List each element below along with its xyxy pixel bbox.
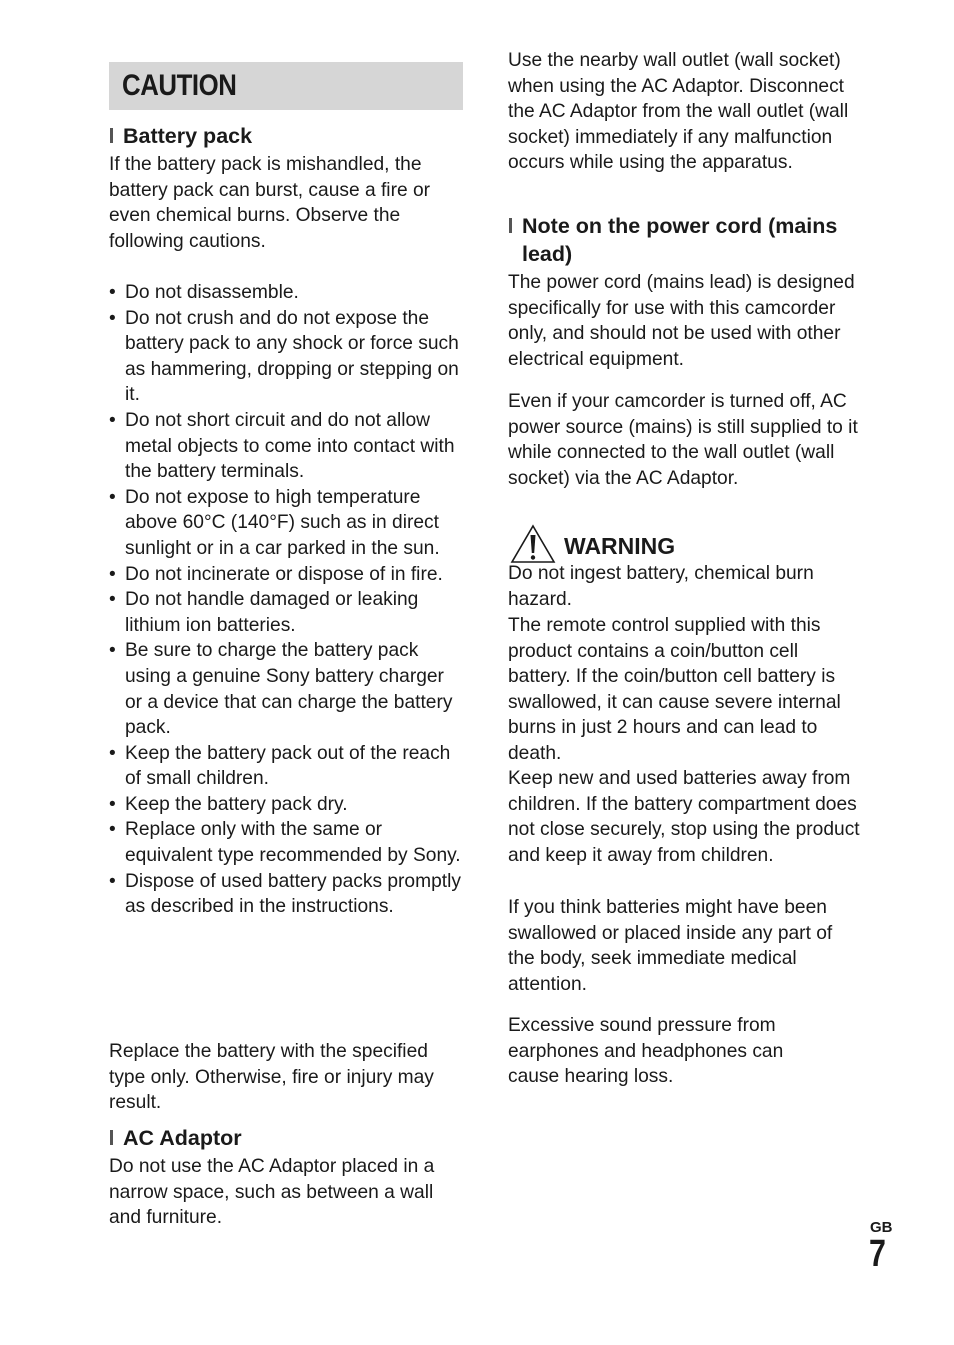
page-number: 7 (869, 1233, 886, 1275)
battery-pack-heading-text: Battery pack (123, 124, 253, 148)
list-item: • Do not incinerate or dispose of in fire. (109, 562, 463, 588)
warning-para2: The remote control supplied with this product contains a coin/button cell battery. If the coin/button cell battery is swallowed, it can cause severe internal burns in just 2 hours and can lead to death. (508, 615, 841, 764)
power-cord-heading-text: Note on the power cord (mains lead) (522, 214, 838, 266)
list-item: • Keep the battery pack dry. (109, 792, 463, 818)
list-item: • Replace only with the same or equivalent type recommended by Sony. (109, 817, 463, 868)
warning-para5: Excessive sound pressure from earphones and headphones can cause hearing loss. (508, 1015, 784, 1088)
list-item: • Do not expose to high temperature above 60°C (140°F) such as in direct sunlight or in a car parked in the sun. (109, 485, 463, 562)
warning-para1: Do not ingest battery, chemical burn hazard. (508, 563, 814, 610)
list-item: • Keep the battery pack out of the reach of small children. (109, 741, 463, 792)
warning-para3: Keep new and used batteries away from children. If the battery compartment does not close securely, stop using the product and keep it away from children. (508, 768, 860, 866)
ac-adaptor-para1: Do not use the AC Adaptor placed in a narrow space, such as between a wall and furniture. (109, 1156, 435, 1229)
list-item: • Dispose of used battery packs promptly as described in the instructions. (109, 869, 463, 920)
warning-triangle-icon (510, 524, 556, 564)
battery-replace-note: Replace the battery with the specified type only. Otherwise, fire or injury may result. (109, 1041, 434, 1114)
heading-bar (509, 218, 512, 233)
battery-cautions-list (109, 280, 463, 920)
list-item: • Do not disassemble. (109, 280, 463, 306)
power-cord-heading (508, 212, 852, 268)
battery-pack-intro: If the battery pack is mishandled, the battery pack can burst, cause a fire or even chemical burns. Observe the following cautions. (109, 154, 431, 252)
battery-pack-heading (109, 122, 252, 150)
warning-para4: If you think batteries might have been swallowed or placed inside any part of the body, seek immediate medical attention. (508, 897, 833, 995)
list-item: • Be sure to charge the battery pack using a genuine Sony battery charger or a device that can charge the battery pack. (109, 638, 463, 740)
warning-label: WARNING (564, 533, 676, 559)
caution-banner (109, 62, 463, 110)
list-item: • Do not short circuit and do not allow metal objects to come into contact with the battery terminals. (109, 408, 463, 485)
region-code: GB (870, 1219, 893, 1236)
ac-adaptor-heading (109, 1124, 242, 1152)
list-item: • Do not handle damaged or leaking lithium ion batteries. (109, 587, 463, 638)
power-cord-para1: The power cord (mains lead) is designed specifically for use with this camcorder only, and should not be used with other electrical equipment. (508, 272, 855, 370)
heading-bar (110, 1130, 113, 1145)
ac-adaptor-heading-text: AC Adaptor (123, 1126, 242, 1150)
heading-bar (110, 128, 113, 143)
list-item: • Do not crush and do not expose the battery pack to any shock or force such as hammering, dropping or stepping on it. (109, 306, 463, 408)
power-cord-para2: Even if your camcorder is turned off, AC power source (mains) is still supplied to it while connected to the wall outlet (wall socket) via the AC Adaptor. (508, 391, 858, 489)
caution-title: CAUTION (122, 69, 237, 102)
ac-adaptor-para2: Use the nearby wall outlet (wall socket) when using the AC Adaptor. Disconnect the AC Adaptor from the wall outlet (wall socket) immediately if any malfunction occurs while using the apparatus. (508, 50, 849, 174)
